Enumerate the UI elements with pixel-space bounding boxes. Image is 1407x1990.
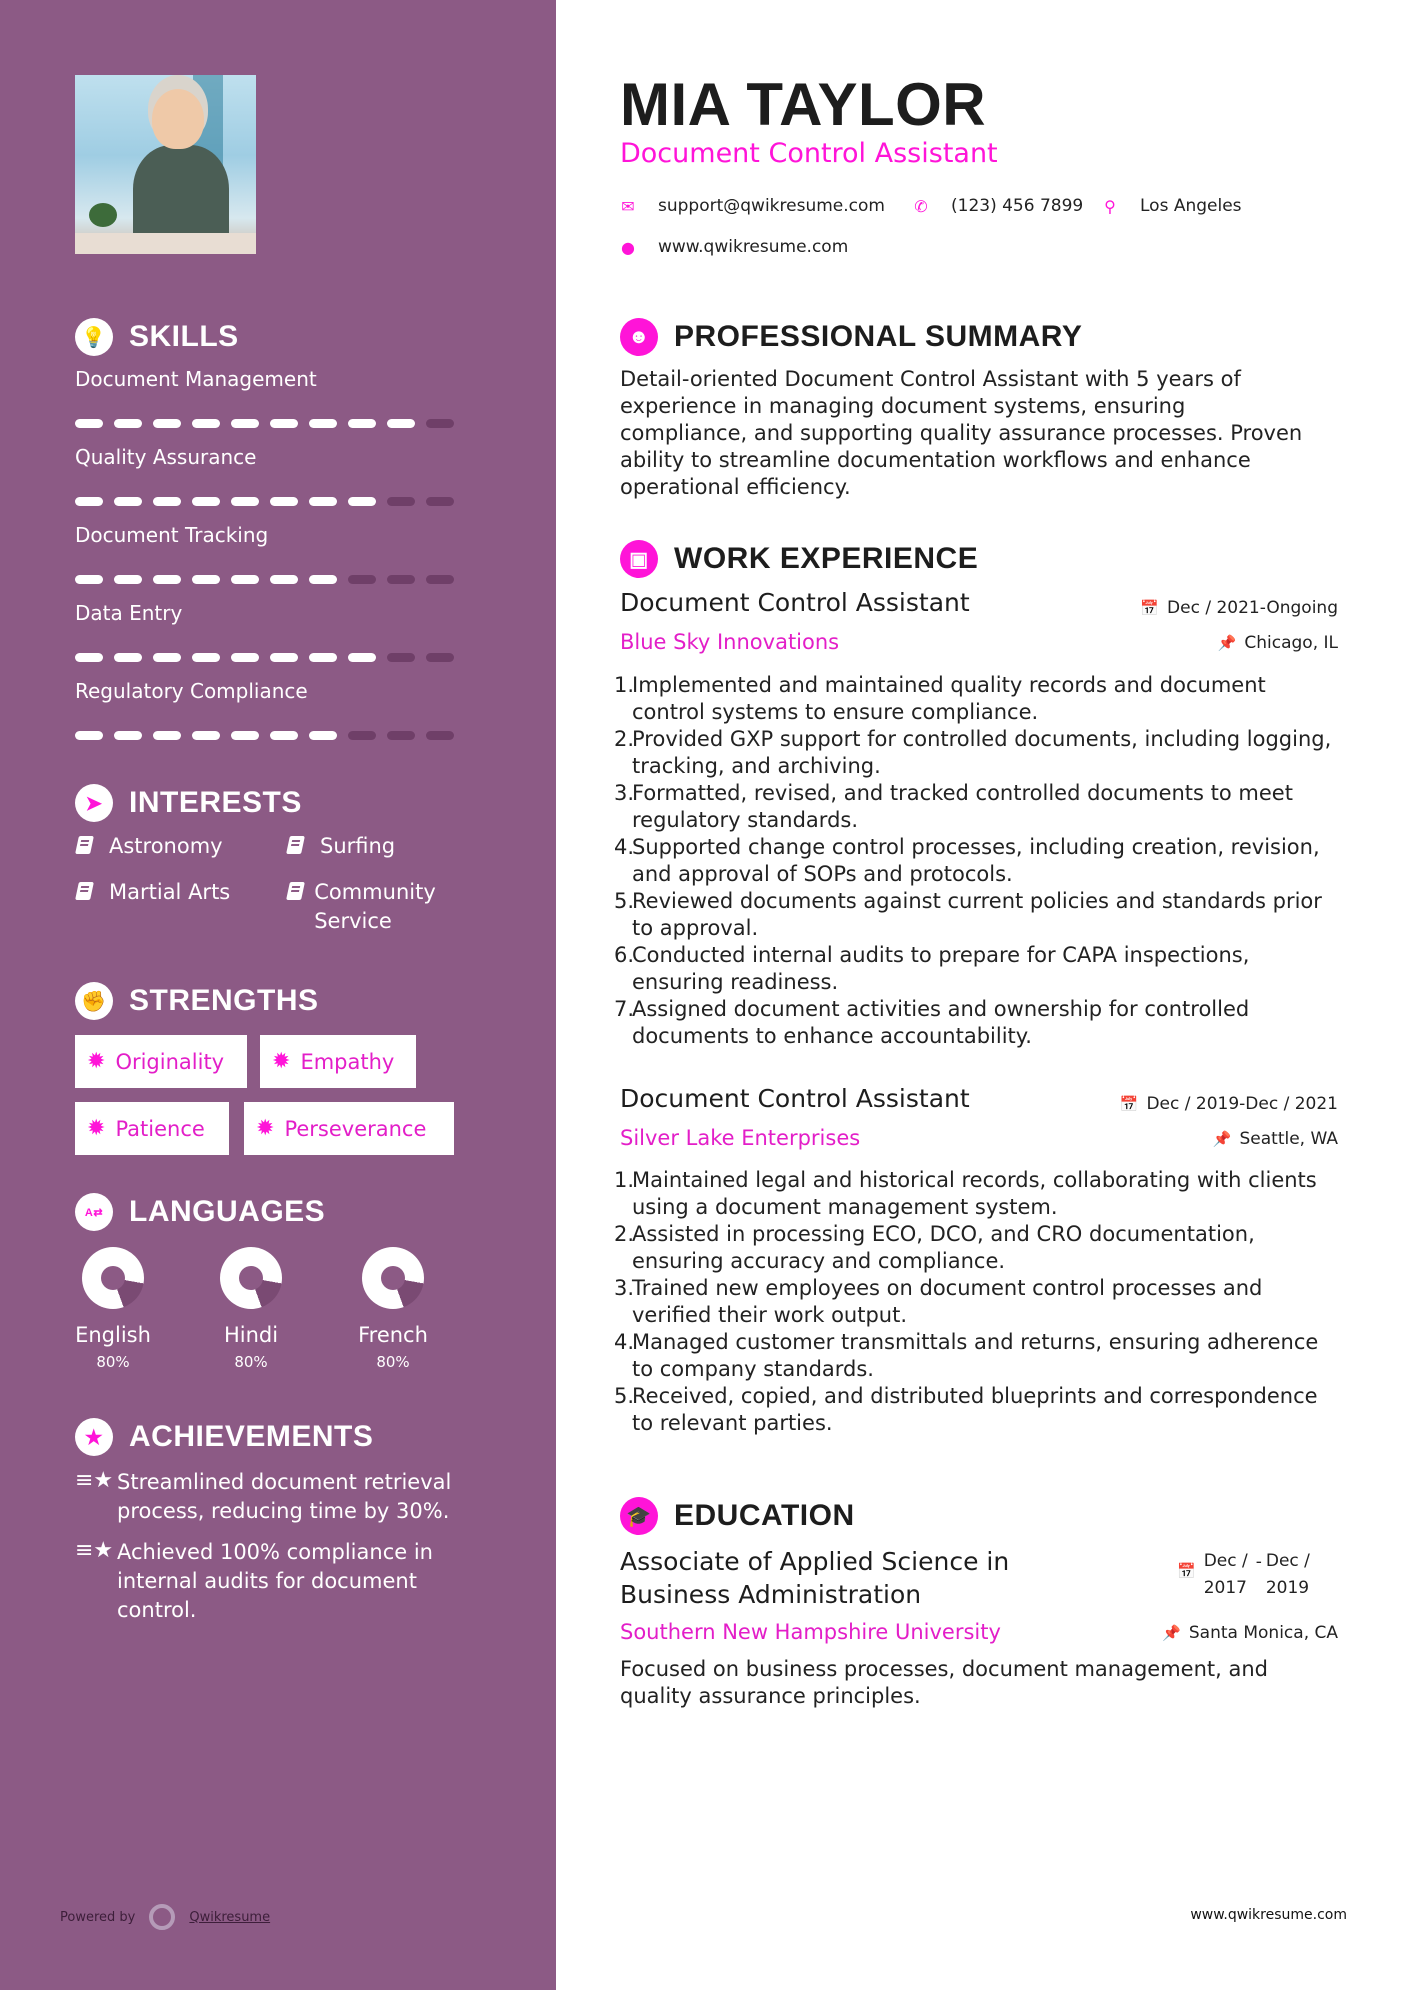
contact-location: ⚲ Los Angeles <box>1102 196 1242 216</box>
job-bullets <box>614 1167 1334 1437</box>
achievement-item: ≡★ Achieved 100% compliance in internal audits for document control. <box>75 1538 495 1625</box>
skill-item <box>75 367 475 428</box>
list-item: 3. Formatted, revised, and tracked controlled documents to meet regulatory standards. <box>614 781 1293 832</box>
achievement-item: ≡★ Streamlined document retrieval process, reducing time by 30%. <box>75 1468 495 1526</box>
powered-by: Powered by Qwikresume <box>60 1904 270 1930</box>
contact-phone[interactable]: ✆ (123) 456 7899 <box>914 196 1084 216</box>
list-item: 7. Assigned document activities and ownership for controlled documents to enhance accountability. <box>614 997 1250 1048</box>
interest-item: Surfing <box>286 832 395 861</box>
calendar-icon: 📅 <box>1119 1095 1139 1113</box>
calendar-icon: 📅 <box>1177 1562 1196 1580</box>
skill-label: Document Tracking <box>75 523 269 547</box>
book-icon <box>286 836 308 856</box>
strength-tag: ✹ Perseverance <box>244 1102 454 1155</box>
translate-icon: A⇄ <box>75 1193 113 1231</box>
skill-item <box>75 523 475 584</box>
candidate-role: Document Control Assistant <box>620 138 998 169</box>
map-pin-icon: ⚲ <box>1104 196 1116 216</box>
candidate-name: MIA TAYLOR <box>620 71 987 138</box>
school-name: Southern New Hampshire University <box>620 1620 1001 1644</box>
contact-email[interactable]: ✉ support@qwikresume.com <box>621 196 885 216</box>
shooting-star-icon: ≡★ <box>75 1468 114 1493</box>
language-item: English 80% <box>53 1247 173 1371</box>
summary-text: Detail-oriented Document Control Assistant with 5 years of experience in managing document systems, ensuring compliance, and supporting quality assurance processes. Proven ability to streamline documentation workflows and enhance operational efficiency. <box>620 367 1303 499</box>
skill-level-bar <box>75 575 475 584</box>
education-heading: 🎓 EDUCATION <box>620 1497 855 1535</box>
languages-heading: A⇄ LANGUAGES <box>75 1193 325 1231</box>
language-item: Hindi 80% <box>191 1247 311 1371</box>
interests-heading: ➤ INTERESTS <box>75 784 302 822</box>
skill-item <box>75 445 475 506</box>
user-icon: ☻ <box>620 318 658 356</box>
book-icon <box>75 836 97 856</box>
badge-icon: ✹ <box>87 1116 106 1141</box>
skill-level-bar <box>75 497 475 506</box>
main-content <box>556 0 1407 1990</box>
job-location: 📌 Seattle, WA <box>1212 1129 1338 1149</box>
list-item: 1. Maintained legal and historical records, collaborating with clients using a document management system. <box>614 1168 1317 1219</box>
skill-item <box>75 601 475 662</box>
job-dates: 📅 Dec / 2021-Ongoing <box>1140 598 1338 618</box>
lightbulb-icon: 💡 <box>75 318 113 356</box>
office-chair-icon: ▣ <box>620 540 658 578</box>
skill-level-bar <box>75 731 475 740</box>
list-item: 5. Received, copied, and distributed blueprints and correspondence to relevant parties. <box>614 1384 1318 1435</box>
pushpin-icon: 📌 <box>1212 1130 1232 1148</box>
skill-level-bar <box>75 419 475 428</box>
education-description: Focused on business processes, document management, and quality assurance principles. <box>620 1657 1269 1708</box>
pushpin-icon: 📌 <box>1217 634 1237 652</box>
interest-item: Community Service <box>286 878 466 936</box>
skill-label: Regulatory Compliance <box>75 679 308 703</box>
degree-title: Associate of Applied Science in Business Administration <box>620 1547 1010 1609</box>
strength-tag: ✹ Patience <box>75 1102 229 1155</box>
shooting-star-icon: ≡★ <box>75 1538 114 1563</box>
interest-item: Astronomy <box>75 832 223 861</box>
language-proficiency-donut <box>362 1247 424 1309</box>
skill-label: Document Management <box>75 367 317 391</box>
company-name: Blue Sky Innovations <box>620 630 840 654</box>
badge-icon: ✹ <box>87 1049 106 1074</box>
education-dates: 📅 Dec / 2017 - Dec / 2019 <box>1177 1548 1310 1602</box>
language-proficiency-donut <box>220 1247 282 1309</box>
job-dates: 📅 Dec / 2019-Dec / 2021 <box>1119 1094 1338 1114</box>
book-icon <box>286 882 302 902</box>
summary-heading: ☻ PROFESSIONAL SUMMARY <box>620 318 1082 356</box>
strengths-heading: ✊ STRENGTHS <box>75 982 319 1020</box>
list-item: 4. Managed customer transmittals and returns, ensuring adherence to company standards. <box>614 1330 1319 1381</box>
contact-website[interactable]: ● www.qwikresume.com <box>621 237 849 257</box>
list-item: 4. Supported change control processes, including creation, revision, and approval of SOPs and protocols. <box>614 835 1320 886</box>
experience-heading: ▣ WORK EXPERIENCE <box>620 540 978 578</box>
language-item: French 80% <box>333 1247 453 1371</box>
job-bullets <box>614 672 1334 1050</box>
list-item: 1. Implemented and maintained quality records and document control systems to ensure compliance. <box>614 673 1266 724</box>
strength-tag: ✹ Empathy <box>260 1035 416 1088</box>
skills-heading: 💡 SKILLS <box>75 318 239 356</box>
sidebar <box>0 0 556 1990</box>
paper-plane-icon: ➤ <box>75 784 113 822</box>
job-title: Document Control Assistant <box>620 588 970 617</box>
skill-level-bar <box>75 653 475 662</box>
list-item: 2. Provided GXP support for controlled documents, including logging, tracking, and archiving. <box>614 727 1332 778</box>
book-icon <box>75 882 97 902</box>
strength-tag: ✹ Originality <box>75 1035 247 1088</box>
globe-icon: ● <box>621 237 635 257</box>
skill-item <box>75 679 475 740</box>
education-location: 📌 Santa Monica, CA <box>1162 1623 1338 1643</box>
footer-website-link[interactable]: www.qwikresume.com <box>1190 1907 1347 1923</box>
job-title: Document Control Assistant <box>620 1084 970 1113</box>
phone-icon: ✆ <box>914 196 928 216</box>
fist-icon: ✊ <box>75 982 113 1020</box>
calendar-icon: 📅 <box>1140 599 1160 617</box>
language-proficiency-donut <box>82 1247 144 1309</box>
achievements-heading: ★ ACHIEVEMENTS <box>75 1418 373 1456</box>
graduate-icon: 🎓 <box>620 1497 658 1535</box>
pushpin-icon: 📌 <box>1162 1624 1181 1642</box>
badge-icon: ✹ <box>256 1116 275 1141</box>
envelope-icon: ✉ <box>621 196 635 216</box>
list-item: 6. Conducted internal audits to prepare for CAPA inspections, ensuring readiness. <box>614 943 1250 994</box>
list-item: 5. Reviewed documents against current policies and standards prior to approval. <box>614 889 1322 940</box>
interest-item: Martial Arts <box>75 878 230 907</box>
qwikresume-link[interactable]: Qwikresume <box>189 1909 271 1925</box>
company-name: Silver Lake Enterprises <box>620 1126 861 1150</box>
list-item: 3. Trained new employees on document control processes and verified their work output. <box>614 1276 1263 1327</box>
job-location: 📌 Chicago, IL <box>1217 633 1338 653</box>
shooting-star-icon: ★ <box>75 1418 113 1456</box>
skill-label: Data Entry <box>75 601 183 625</box>
skill-label: Quality Assurance <box>75 445 257 469</box>
profile-photo <box>75 75 256 254</box>
qwikresume-logo-icon <box>149 1904 175 1930</box>
badge-icon: ✹ <box>272 1049 291 1074</box>
list-item: 2. Assisted in processing ECO, DCO, and CRO documentation, ensuring accuracy and compliance. <box>614 1222 1255 1273</box>
